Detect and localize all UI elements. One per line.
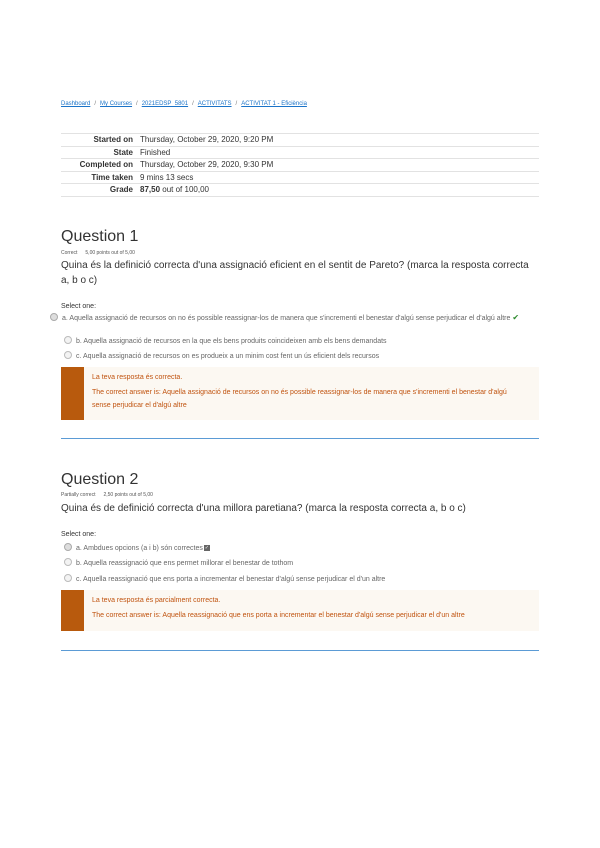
option-text: a. Aquella assignació de recursos on no és possible reassignar-los de manera que s'incrementi el benestar d'algú sense perjudicar el d'algú altre (62, 315, 511, 322)
radio-selected-icon[interactable] (50, 313, 58, 321)
breadcrumb-dashboard[interactable]: Dashboard (61, 101, 91, 107)
summary-label: State (61, 146, 140, 159)
question-divider (61, 650, 539, 651)
radio-icon[interactable] (64, 574, 72, 582)
summary-value: 9 mins 13 secs (140, 171, 539, 184)
feedback-title: La teva resposta és parcialment correcta. (92, 597, 221, 604)
breadcrumb-my-courses[interactable]: My Courses (100, 101, 133, 107)
breadcrumb-activitat[interactable]: ACTIVITAT 1 - Eficiència (241, 101, 307, 107)
summary-label: Time taken (61, 171, 140, 184)
question-1-option-a[interactable] (50, 312, 535, 325)
breadcrumb-separator: / (136, 101, 138, 107)
breadcrumb (61, 101, 307, 107)
question-1-select-label: Select one: (61, 303, 97, 310)
option-text: c. Aquella reassignació que ens porta a incrementar el benestar d'algú sense perjudicar el d'un altre (76, 576, 386, 583)
radio-selected-icon[interactable] (64, 543, 72, 551)
feedback-correct-answer: The correct answer is: Aquella assignació de recursos on no és possible reassignar-los de manera que s'incrementi el benestar d'algú sense perjudicar el d'algú altre (92, 389, 507, 409)
summary-row-started (61, 134, 539, 147)
question-1-status: Correct (61, 250, 78, 256)
grade-value: 87,50 (140, 185, 161, 195)
question-2-meta (61, 492, 153, 498)
summary-row-completed (61, 159, 539, 172)
question-2-title: Question 2 (61, 471, 139, 488)
option-text: a. Ambdues opcions (a i b) són correctes (76, 545, 203, 552)
breadcrumb-separator: / (192, 101, 194, 107)
check-icon: ✔ (512, 313, 520, 322)
question-2-option-c[interactable] (64, 574, 385, 586)
question-1-title: Question 1 (61, 228, 139, 245)
feedback-correct-answer: The correct answer is: Aquella reassignació que ens porta a incrementar el benestar d'algú sense perjudicar el d'un altre (92, 612, 465, 619)
question-2-option-b[interactable] (64, 558, 293, 570)
question-2-text: Quina és de definició correcta d'una millora paretiana? (marca la resposta correcta a, b o c) (61, 503, 466, 514)
option-text: b. Aquella assignació de recursos en la que els bens produits coincideixen amb els bens demandats (76, 338, 387, 345)
question-1-option-b[interactable] (64, 336, 387, 348)
radio-icon[interactable] (64, 351, 72, 359)
summary-label: Completed on (61, 159, 140, 172)
question-1-mark: 5,00 points out of 5,00 (85, 250, 135, 256)
summary-label: Grade (61, 184, 140, 197)
question-divider (61, 438, 539, 439)
option-text: c. Aquella assignació de recursos on es produeix a un minim cost fent un ús eficient dels recursos (76, 353, 380, 360)
feedback-accent-bar (61, 590, 84, 631)
radio-icon[interactable] (64, 558, 72, 566)
summary-value: Thursday, October 29, 2020, 9:30 PM (140, 159, 539, 172)
option-text: b. Aquella reassignació que ens permet millorar el benestar de tothom (76, 560, 294, 567)
breadcrumb-separator: / (94, 101, 97, 107)
summary-value: Finished (140, 146, 539, 159)
question-2-status: Partially correct (61, 492, 96, 498)
breadcrumb-course[interactable]: 2021EDSP_5801 (141, 101, 189, 107)
summary-row-time (61, 171, 539, 184)
breadcrumb-activitats[interactable]: ACTIVITATS (197, 101, 232, 107)
question-2-select-label: Select one: (61, 531, 97, 538)
grade-total: out of 100,00 (160, 185, 209, 195)
question-1-meta (61, 250, 135, 256)
summary-label: Started on (61, 134, 140, 147)
attempt-summary-table (61, 133, 539, 197)
summary-row-state (61, 146, 539, 159)
feedback-accent-bar (61, 367, 84, 420)
summary-value (140, 184, 539, 197)
question-1-feedback (61, 367, 539, 420)
feedback-title: La teva resposta és correcta. (92, 374, 183, 381)
question-2-option-a[interactable] (64, 543, 210, 555)
partial-check-icon: ✓ (204, 545, 209, 552)
summary-row-grade (61, 184, 539, 197)
question-2-mark: 2,50 points out of 5,00 (103, 492, 153, 498)
question-2-feedback (61, 590, 539, 631)
radio-icon[interactable] (64, 336, 72, 344)
question-1-text: Quina és la definició correcta d'una assignació eficient en el sentit de Pareto? (marca la resposta correcta a, b o c) (61, 260, 529, 286)
question-1-option-c[interactable] (64, 351, 379, 363)
summary-value: Thursday, October 29, 2020, 9:20 PM (140, 134, 539, 147)
breadcrumb-separator: / (235, 101, 238, 107)
